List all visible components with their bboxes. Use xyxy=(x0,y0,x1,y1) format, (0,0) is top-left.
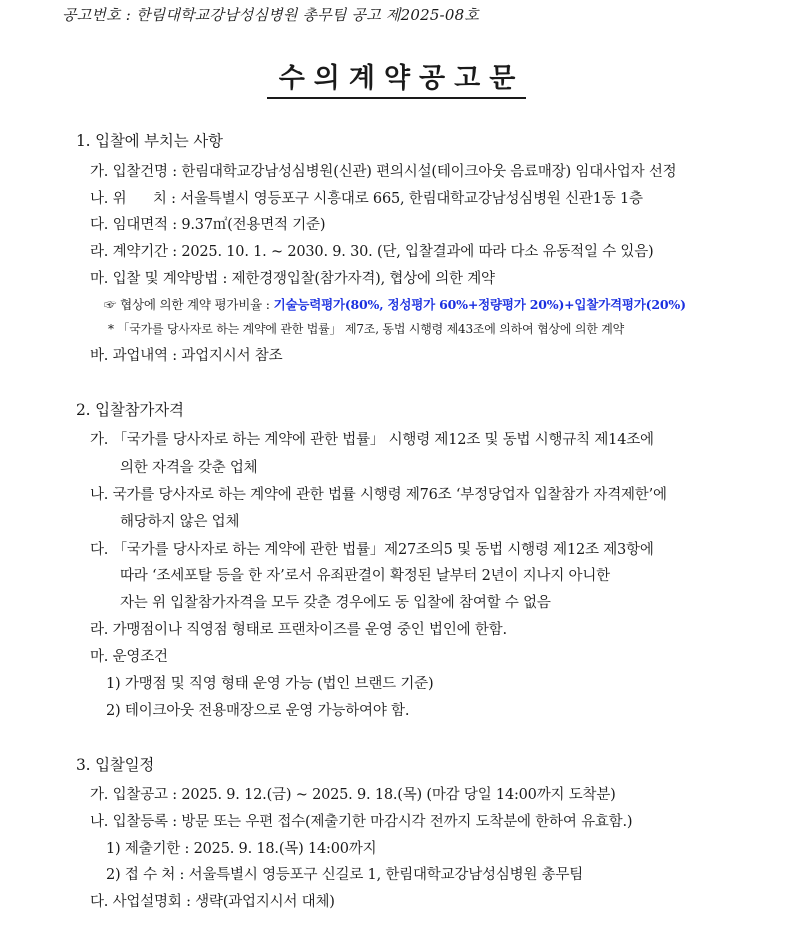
s3-na-sub2: 2) 접 수 처 : 서울특별시 영등포구 신길로 1, 한림대학교강남성심병원 총무팀 xyxy=(106,867,584,883)
s2-item-ma: 마. 운영조건 xyxy=(90,649,168,665)
section-3-heading: 3. 입찰일정 xyxy=(76,756,155,774)
s1-ma-note-highlight: 기술능력평가(80%, 정성평가 60%+정량평가 20%)+입찰가격평가(20%) xyxy=(273,297,686,312)
s3-na-sub1: 1) 제출기한 : 2025. 9. 18.(목) 14:00까지 xyxy=(106,841,377,857)
s2-item-na-line2: 해당하지 않은 업체 xyxy=(120,514,240,530)
s2-item-da-line2: 따라 ‘조세포탈 등을 한 자’로서 유죄판결이 확정된 날부터 2년이 지나지 아니한 xyxy=(120,568,610,584)
s2-item-da-line1: 다. 「국가를 당사자로 하는 계약에 관한 법률」제27조의5 및 동법 시행령 제12조 제3항에 xyxy=(90,542,654,558)
s1-item-ma: 마. 입찰 및 계약방법 : 제한경쟁입찰(참가자격), 협상에 의한 계약 xyxy=(90,271,495,287)
page-title-text: 수의계약공고문 xyxy=(267,63,527,99)
s1-item-ba: 바. 과업내역 : 과업지시서 참조 xyxy=(90,348,283,364)
s2-item-ga-line1: 가. 「국가를 당사자로 하는 계약에 관한 법률」 시행령 제12조 및 동법 시행규칙 제14조에 xyxy=(90,432,654,448)
section-1-heading: 1. 입찰에 부치는 사항 xyxy=(76,132,223,150)
s1-ma-note-prefix: ☞ 협상에 의한 계약 평가비율 : xyxy=(104,297,274,312)
page-title xyxy=(0,56,793,95)
s3-item-na: 나. 입찰등록 : 방문 또는 우편 접수(제출기한 마감시각 전까지 도착분에 한하여 유효함.) xyxy=(90,814,633,830)
s3-item-ga: 가. 입찰공고 : 2025. 9. 12.(금) ~ 2025. 9. 18.(목) (마감 당일 14:00까지 도착분) xyxy=(90,787,616,803)
s1-item-da: 다. 임대면적 : 9.37㎡(전용면적 기준) xyxy=(90,217,326,233)
section-2-heading: 2. 입찰참가자격 xyxy=(76,401,184,419)
s1-item-ga: 가. 입찰건명 : 한림대학교강남성심병원(신관) 편의시설(테이크아웃 음료매장) 임대사업자 선정 xyxy=(90,164,677,180)
s2-item-ra: 라. 가맹점이나 직영점 형태로 프랜차이즈를 운영 중인 법인에 한함. xyxy=(90,622,507,638)
s3-item-da: 다. 사업설명회 : 생략(과업지시서 대체) xyxy=(90,894,335,910)
s1-item-ra: 라. 계약기간 : 2025. 10. 1. ~ 2030. 9. 30. (단, 입찰결과에 따라 다소 유동적일 수 있음) xyxy=(90,244,654,260)
s2-item-da-line3: 자는 위 입찰참가자격을 모두 갖춘 경우에도 동 입찰에 참여할 수 없음 xyxy=(120,595,551,611)
s2-ma-sub2: 2) 테이크아웃 전용매장으로 운영 가능하여야 함. xyxy=(106,703,410,719)
s2-item-ga-line2: 의한 자격을 갖춘 업체 xyxy=(120,460,258,476)
notice-number: 공고번호 : 한림대학교강남성심병원 총무팀 공고 제2025-08호 xyxy=(62,6,480,24)
s1-item-na: 나. 위 치 : 서울특별시 영등포구 시흥대로 665, 한림대학교강남성심병원 신관1동 1층 xyxy=(90,191,643,207)
s2-item-na-line1: 나. 국가를 당사자로 하는 계약에 관한 법률 시행령 제76조 ‘부정당업자 입찰참가 자격제한’에 xyxy=(90,487,667,503)
s2-ma-sub1: 1) 가맹점 및 직영 형태 운영 가능 (법인 브랜드 기준) xyxy=(106,676,434,692)
s1-ma-note2: * 「국가를 당사자로 하는 계약에 관한 법률」 제7조, 동법 시행령 제43조에 의하여 협상에 의한 계약 xyxy=(108,322,625,336)
s1-ma-note xyxy=(104,295,686,313)
